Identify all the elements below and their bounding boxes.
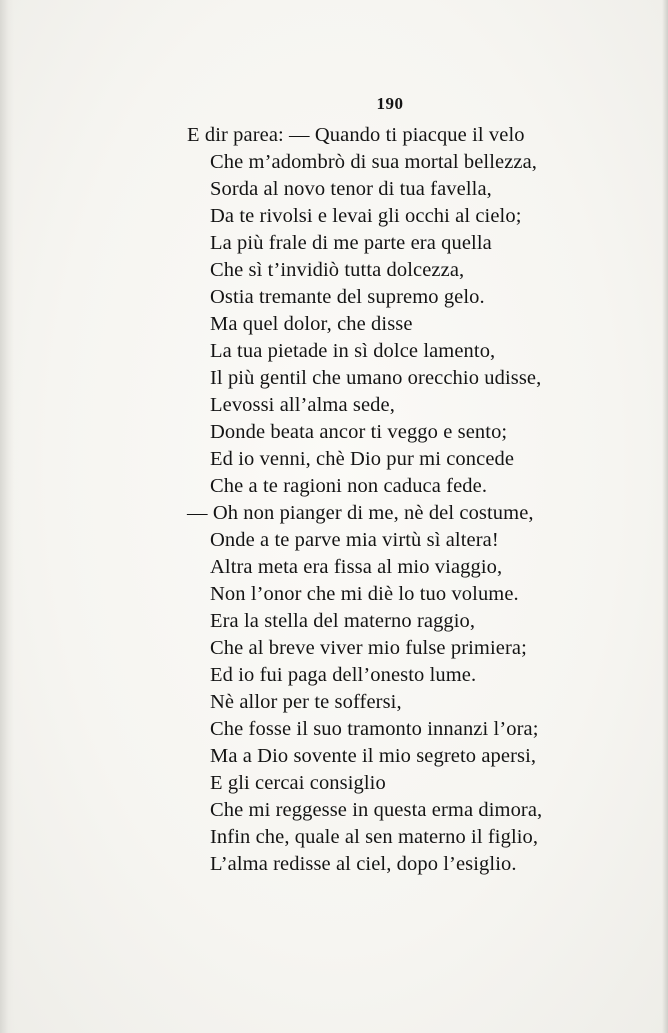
verse-line: Levossi all’alma sede,: [210, 394, 395, 416]
verse-line: Che al breve viver mio fulse primiera;: [210, 637, 527, 659]
verse-line: Ostia tremante del supremo gelo.: [210, 286, 485, 308]
verse-line: Ma quel dolor, che disse: [210, 313, 413, 335]
verse-line: Onde a te parve mia virtù sì altera!: [210, 529, 499, 551]
verse-line: La tua pietade in sì dolce lamento,: [210, 340, 496, 362]
verse-line: Sorda al novo tenor di tua favella,: [210, 178, 492, 200]
verse-line: Era la stella del materno raggio,: [210, 610, 476, 632]
verse-line: Da te rivolsi e levai gli occhi al cielo;: [210, 205, 522, 227]
verse-line: Ed io venni, chè Dio pur mi concede: [210, 448, 515, 470]
verse-line: — Oh non pianger di me, nè del costume,: [187, 502, 534, 524]
verse-line: Nè allor per te soffersi,: [210, 691, 402, 713]
verse-line: Che a te ragioni non caduca fede.: [210, 475, 488, 497]
verse-line: E gli cercai consiglio: [210, 772, 386, 794]
page-number: 190: [376, 94, 404, 113]
verse-line: Ma a Dio sovente il mio segreto apersi,: [210, 745, 537, 767]
verse-line: Ed io fui paga dell’onesto lume.: [210, 664, 477, 686]
verse-line: L’alma redisse al ciel, dopo l’esiglio.: [210, 853, 517, 875]
verse-line: Che m’adombrò di sua mortal bellezza,: [210, 151, 538, 173]
verse-line: Non l’onor che mi diè lo tuo volume.: [210, 583, 519, 605]
verse-line: Che mi reggesse in questa erma dimora,: [210, 799, 543, 821]
verse-line: Infin che, quale al sen materno il figlio,: [210, 826, 539, 848]
verse-line: Il più gentil che umano orecchio udisse,: [210, 367, 542, 389]
verse-line: Che sì t’invidiò tutta dolcezza,: [210, 259, 465, 281]
verse-line: Che fosse il suo tramonto innanzi l’ora;: [210, 718, 539, 740]
verse-line: E dir parea: — Quando ti piacque il velo: [187, 124, 525, 146]
verse-line: Altra meta era fissa al mio viaggio,: [210, 556, 503, 578]
page-gutter-shadow: [0, 0, 14, 1033]
verse-line: La più frale di me parte era quella: [210, 232, 492, 254]
verse-line: Donde beata ancor ti veggo e sento;: [210, 421, 508, 443]
page-edge-shadow: [662, 0, 668, 1033]
